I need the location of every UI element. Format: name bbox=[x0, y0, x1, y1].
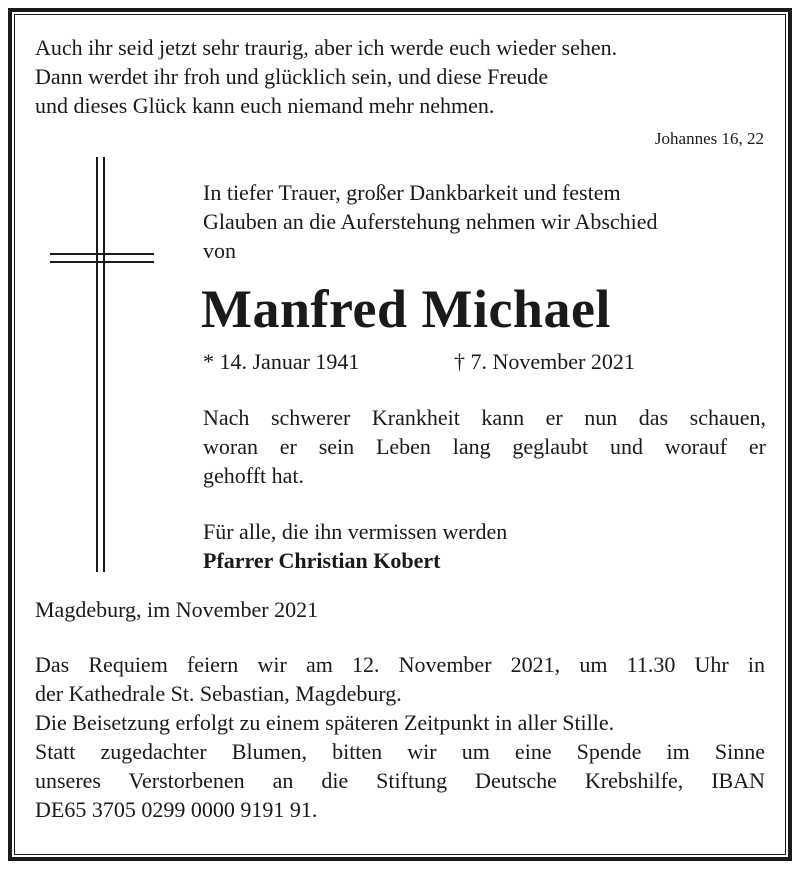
funeral-info bbox=[35, 650, 765, 824]
sentence-line: woran er sein Leben lang geglaubt und worauf er bbox=[203, 434, 766, 459]
bible-quote bbox=[35, 33, 775, 120]
death-date: † 7. November 2021 bbox=[454, 349, 635, 374]
quote-source: Johannes 16, 22 bbox=[654, 129, 764, 148]
quote-line: und dieses Glück kann euch niemand mehr nehmen. bbox=[35, 93, 495, 118]
mourners-line: Für alle, die ihn vermissen werden bbox=[203, 519, 508, 544]
birth-date: * 14. Januar 1941 bbox=[203, 349, 360, 374]
info-line: der Kathedrale St. Sebastian, Magdeburg. bbox=[35, 681, 402, 706]
quote-line: Auch ihr seid jetzt sehr traurig, aber ich werde euch wieder sehen. bbox=[35, 35, 618, 60]
sentence-line: Nach schwerer Krankheit kann er nun das schauen, bbox=[203, 405, 766, 430]
intro-line: Glauben an die Auferstehung nehmen wir Abschied bbox=[203, 209, 658, 234]
quote-line: Dann werdet ihr froh und glücklich sein, und diese Freude bbox=[35, 64, 549, 89]
intro-line: von bbox=[203, 238, 236, 263]
info-line: Die Beisetzung erfolgt zu einem späteren Zeitpunkt in aller Stille. bbox=[35, 710, 615, 735]
place-date: Magdeburg, im November 2021 bbox=[35, 597, 319, 622]
info-line: Statt zugedachter Blumen, bitten wir um eine Spende im Sinne bbox=[35, 739, 765, 764]
life-dates bbox=[203, 347, 635, 376]
intro-line: In tiefer Trauer, großer Dankbarkeit und festem bbox=[203, 180, 621, 205]
info-line: Das Requiem feiern wir am 12. November 2021, um 11.30 Uhr in bbox=[35, 652, 765, 677]
cross-icon bbox=[50, 157, 160, 572]
info-line: DE65 3705 0299 0000 9191 91. bbox=[35, 797, 318, 822]
deceased-name: Manfred Michael bbox=[201, 279, 611, 339]
mourning-intro bbox=[203, 178, 766, 265]
sentence-line: gehofft hat. bbox=[203, 463, 305, 488]
faith-sentence bbox=[203, 403, 766, 490]
signer-name: Pfarrer Christian Kobert bbox=[203, 548, 441, 573]
info-line: unseres Verstorbenen an die Stiftung Deutsche Krebshilfe, IBAN bbox=[35, 768, 765, 793]
